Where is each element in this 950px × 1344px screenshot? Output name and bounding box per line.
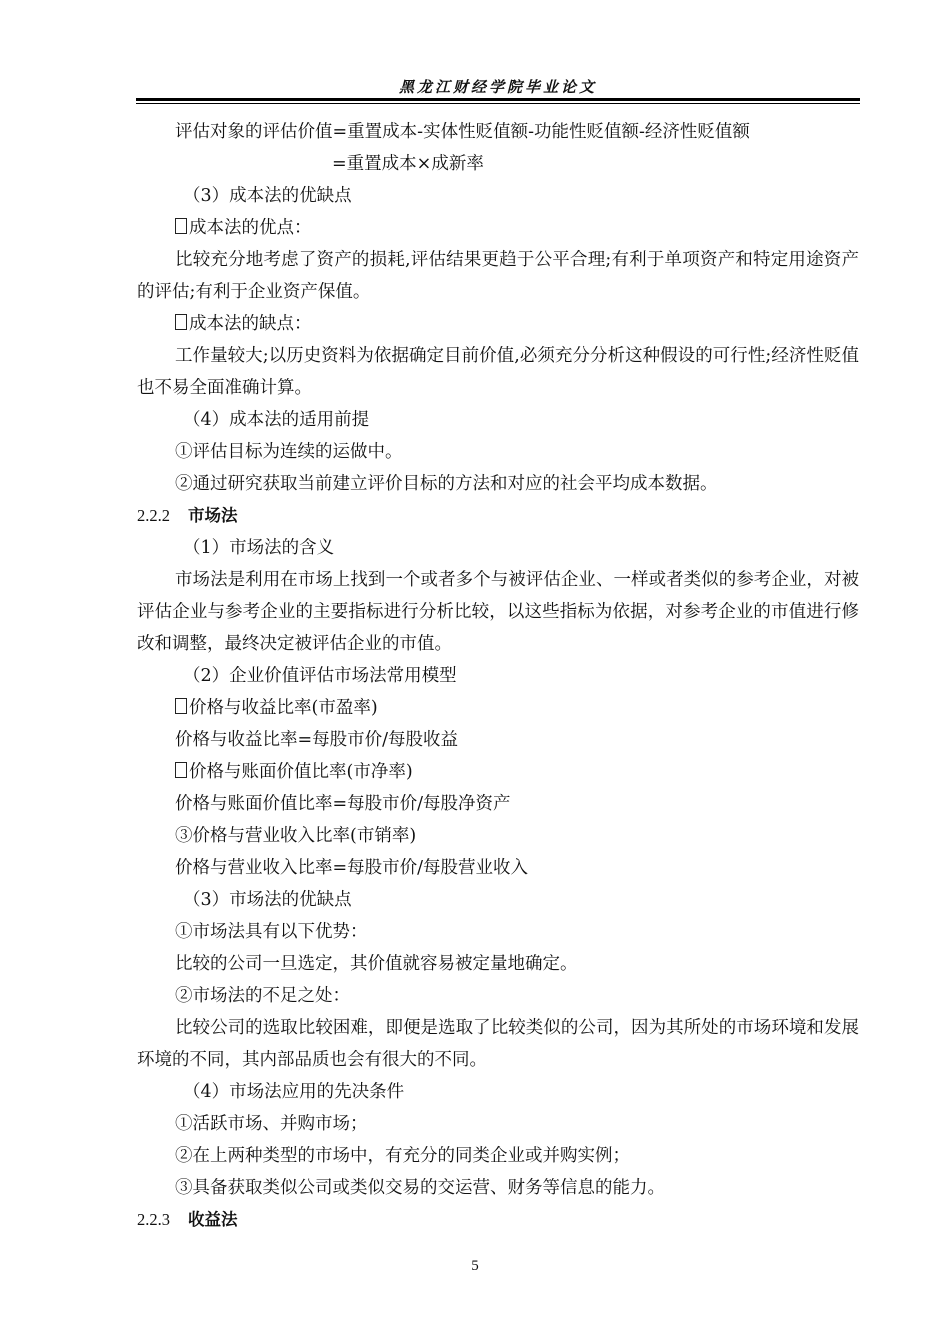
paragraph: 工作量较大;以历史资料为依据确定目前价值,必须充分分析这种假设的可行性;经济性贬值也不易全面准确计算。 [137,346,859,398]
missing-glyph-box [175,762,187,778]
formula-line: 价格与营业收入比率=每股市价/每股营业收入 [175,858,529,878]
list-item: 成本法的缺点： [137,308,859,340]
subsection-title: （4）成本法的适用前提 [183,410,370,430]
page-number: 5 [471,1258,479,1274]
missing-glyph-box [175,698,187,714]
paragraph: 比较充分地考虑了资产的损耗,评估结果更趋于公平合理;有利于单项资产和特定用途资产的评估;有利于企业资产保值。 [137,250,859,302]
section-heading: 2.2.3 收益法 [137,1210,238,1229]
list-item: ①活跃市场、并购市场； [175,1114,368,1134]
header-rule-thin [136,103,860,104]
subsection-title: （1）市场法的含义 [183,538,335,558]
paragraph: 比较公司的选取比较困难，即便是选取了比较类似的公司，因为其所处的市场环境和发展环境的不同，其内部品质也会有很大的不同。 [137,1018,859,1070]
subsection-title: （4）市场法应用的先决条件 [183,1082,405,1102]
header-rule-thick [136,98,860,101]
list-item: 价格与账面价值比率(市净率) [137,756,859,788]
list-item: ②通过研究获取当前建立评价目标的方法和对应的社会平均成本数据。 [175,474,718,494]
list-item: ③价格与营业收入比率(市销率) [175,826,417,846]
formula-line: 价格与收益比率=每股市价/每股收益 [175,730,459,750]
list-item: ③具备获取类似公司或类似交易的交运营、财务等信息的能力。 [175,1178,665,1198]
running-header: 黑龙江财经学院毕业论文 [398,78,597,96]
list-item: 价格与收益比率(市盈率) [137,692,859,724]
subsection-title: （2）企业价值评估市场法常用模型 [183,666,457,686]
list-item: ①市场法具有以下优势： [175,922,368,942]
subsection-title: （3）市场法的优缺点 [183,890,352,910]
list-item: ②市场法的不足之处： [175,986,350,1006]
formula-line-continued: =重置成本×成新率 [332,154,484,174]
formula-line: 评估对象的评估价值=重置成本-实体性贬值额-功能性贬值额-经济性贬值额 [175,122,750,142]
formula-line: 价格与账面价值比率=每股市价/每股净资产 [175,794,511,814]
section-heading: 2.2.2 市场法 [137,506,238,525]
list-item: ②在上两种类型的市场中，有充分的同类企业或并购实例； [175,1146,630,1166]
paragraph: 市场法是利用在市场上找到一个或者多个与被评估企业、一样或者类似的参考企业，对被评估企业与参考企业的主要指标进行分析比较，以这些指标为依据，对参考企业的市值进行修改和调整，最终决定被评估企业的市值。 [137,570,859,654]
body-text [137,116,859,1236]
missing-glyph-box [175,314,187,330]
paragraph: 比较的公司一旦选定，其价值就容易被定量地确定。 [175,954,578,974]
list-item: ①评估目标为连续的运做中。 [175,442,403,462]
subsection-title: （3）成本法的优缺点 [183,186,352,206]
missing-glyph-box [175,218,187,234]
list-item: 成本法的优点： [137,212,859,244]
